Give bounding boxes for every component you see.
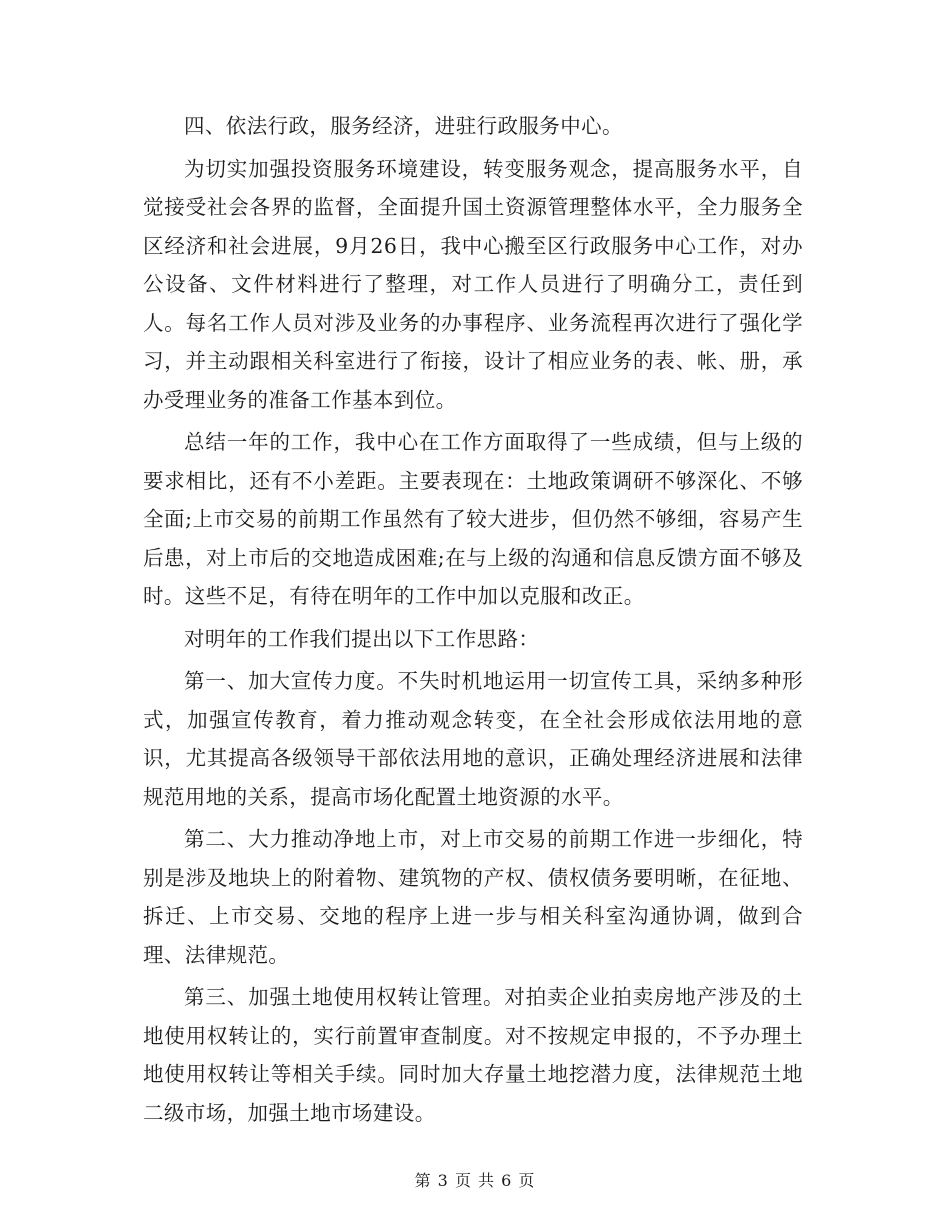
footer-middle: 页 共 [454, 1171, 496, 1190]
footer-prefix: 第 [414, 1171, 432, 1190]
page-footer [0, 1168, 950, 1191]
document-body [143, 107, 803, 1136]
paragraph-summary: 总结一年的工作，我中心在工作方面取得了一些成绩，但与上级的要求相比，还有不小差距。主要表现在：土地政策调研不够深化、不够全面;上市交易的前期工作虽然有了较大进步，但仍然不够细，容易产生后患，对上市后的交地造成困难;在与上级的沟通和信息反馈方面不够及时。这些不足，有待在明年的工作中加以克服和改正。 [143, 430, 803, 608]
paragraph-point-two: 第二、大力推动净地上市，对上市交易的前期工作进一步细化，特别是涉及地块上的附着物、建筑物的产权、债权债务要明晰，在征地、拆迁、上市交易、交地的程序上进一步与相关科室沟通协调，做到合理、法律规范。 [143, 827, 803, 967]
paragraph-service-environment: 为切实加强投资服务环境建设，转变服务观念，提高服务水平，自觉接受社会各界的监督，全面提升国土资源管理整体水平，全力服务全区经济和社会进展，9月26日，我中心搬至区行政服务中心工作，对办公设备、文件材料进行了整理，对工作人员进行了明确分工，责任到人。每名工作人员对涉及业务的办事程序、业务流程再次进行了强化学习，并主动跟相关科室进行了衔接，设计了相应业务的表、帐、册，承办受理业务的准备工作基本到位。 [143, 156, 803, 412]
footer-page-number: 3 [437, 1171, 449, 1190]
paragraph-next-year-intro: 对明年的工作我们提出以下工作思路： [184, 626, 540, 651]
paragraph-point-three: 第三、加强土地使用权转让管理。对拍卖企业拍卖房地产涉及的土地使用权转让的，实行前置审查制度。对不按规定申报的，不予办理土地使用权转让等相关手续。同时加大存量土地挖潜力度，法律规范土地二级市场，加强土地市场建设。 [143, 985, 803, 1125]
footer-total-pages: 6 [501, 1171, 513, 1190]
footer-suffix: 页 [518, 1171, 536, 1190]
paragraph-heading-four: 四、依法行政，服务经济，进驻行政服务中心。 [184, 114, 623, 138]
paragraph-point-one: 第一、加大宣传力度。不失时机地运用一切宣传工具，采纳多种形式，加强宣传教育，着力推动观念转变，在全社会形成依法用地的意识，尤其提高各级领导干部依法用地的意识，正确处理经济进展和法律规范用地的关系，提高市场化配置土地资源的水平。 [143, 669, 803, 809]
